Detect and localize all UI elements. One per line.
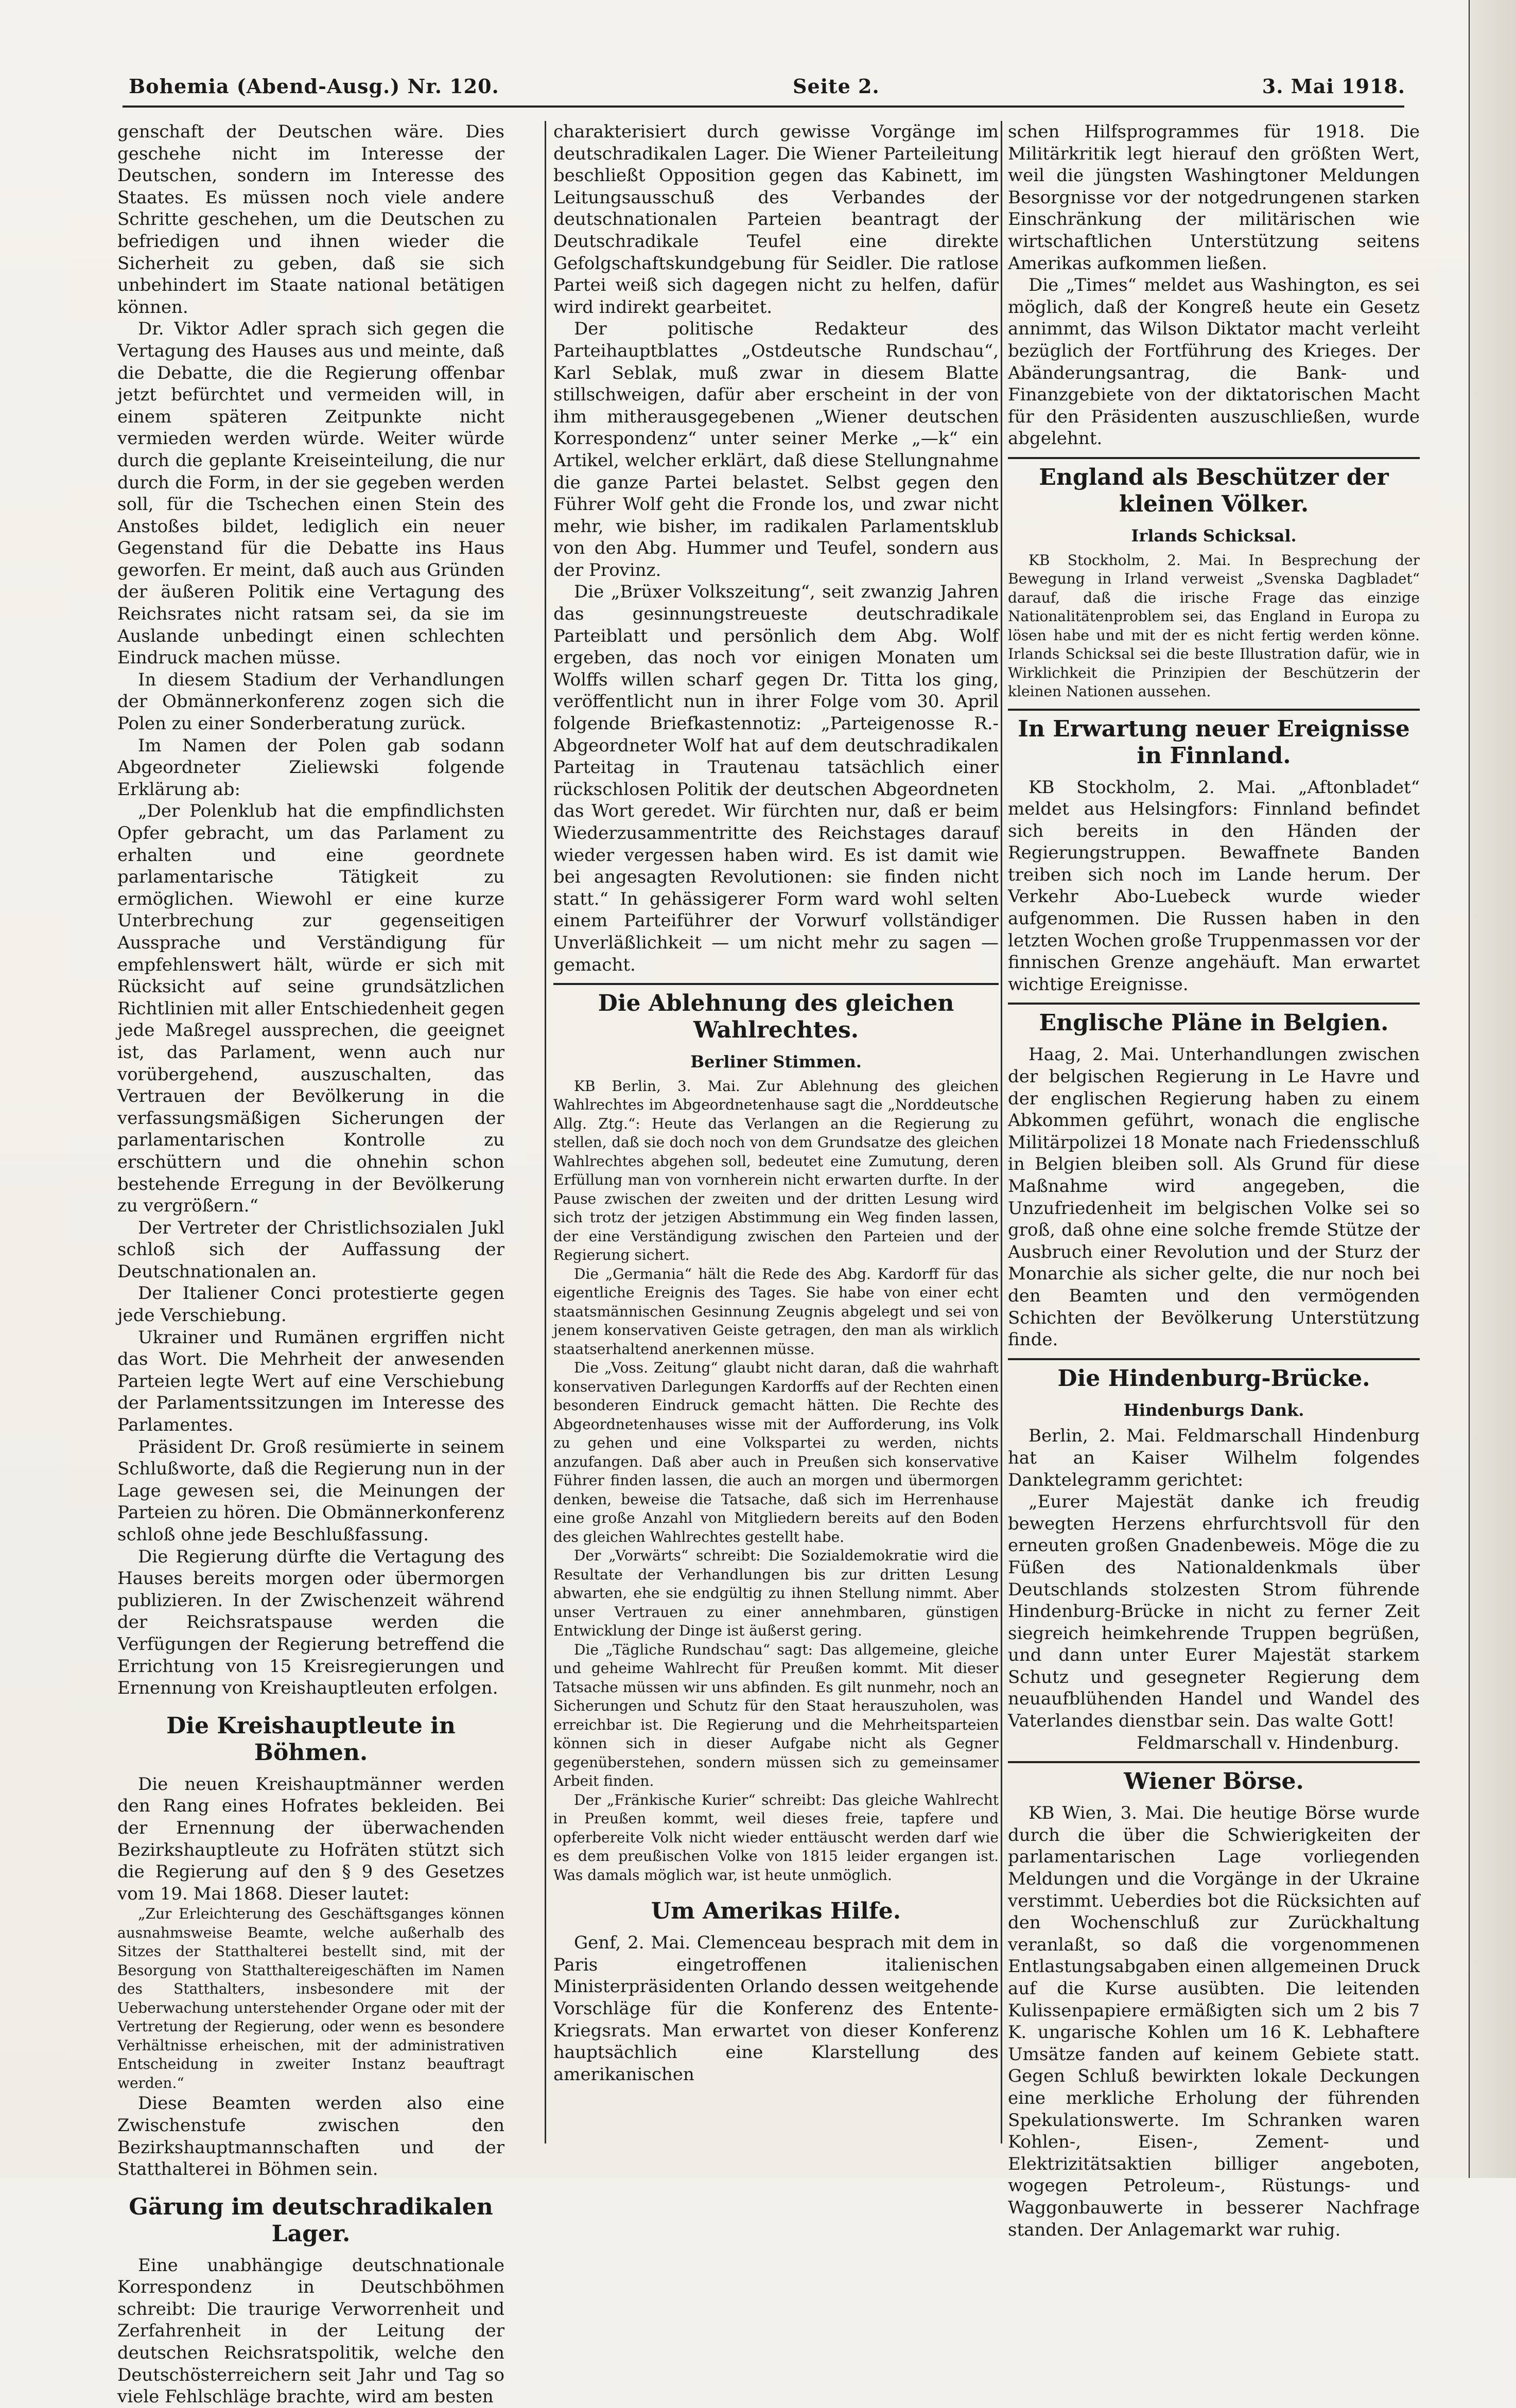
paragraph: Im Namen der Polen gab sodann Abgeordneter Zieliewski folgende Erklärung ab: (117, 735, 504, 800)
paragraph: KB Stockholm, 2. Mai. „Aftonbladet“ meldet aus Helsingfors: Finnland befindet sich bereits in den Händen der Regierungstruppen. Bewaffnete Banden treiben sich noch im Lande herum. Der Verkehr Abo-Luebeck wurde wieder aufgenommen. Die Russen haben in den letzten Wochen große Truppenmassen vor der finnischen Grenze angehäuft. Man erwartet wichtige Ereignisse. (1008, 777, 1420, 995)
quoted-law: „Zur Erleichterung des Geschäftsganges können ausnahmsweise Beamte, welche außerhalb des Sitzes der Statthalterei bestellt sind, mit der Besorgung von Statthaltereigeschäften im Namen des Statthalters, insbesondere mit der Ueberwachung unterstehender Organe oder mit der Vertretung der Regierung, oder wenn es besondere Verhältnisse erheischen, mit der administrativen Entscheidung in zweiter Instanz beauftragt werden.“ (117, 1905, 504, 2091)
paragraph: KB Stockholm, 2. Mai. In Besprechung der Bewegung in Irland verweist „Svenska Dagbladet“ darauf, daß die irische Frage das einzige Nationalitätenproblem sei, das England in Europa zu lösen habe und mit der es nicht fertig werden könne. Irlands Schicksal sei die beste Illustration dafür, wie in Wirklichkeit die Prinzipien der Beschützerin der kleinen Nationen aussehen. (1008, 551, 1420, 700)
signature-line: Feldmarschall v. Hindenburg. (1137, 1732, 1399, 1753)
paragraph: Berlin, 2. Mai. Feldmarschall Hindenburg hat an Kaiser Wilhelm folgendes Danktelegramm gerichtet: (1008, 1426, 1420, 1490)
column-3 (1008, 121, 1420, 2240)
paragraph: genschaft der Deutschen wäre. Dies geschehe nicht im Interesse der Deutschen, sondern im Interesse des Staates. Es müssen noch viele andere Schritte geschehen, um die Deutschen zu befriedigen und ihnen wieder die Sicherheit zu geben, daß sie sich unbehindert im Staate national betätigen können. (117, 121, 504, 318)
article-subheadline: Irlands Schicksal. (1131, 525, 1297, 546)
paragraph: Der Italiener Conci protestierte gegen jede Verschiebung. (117, 1283, 504, 1326)
paragraph: Eine unabhängige deutschnationale Korrespondenz in Deutschböhmen schreibt: Die traurige Verworrenheit und Zerfahrenheit in der Leitung der deutschen Reichsratspolitik, welche den Deutschösterreichern seit Jahr und Tag so viele Fehlschläge brachte, wird am besten (117, 2255, 504, 2407)
article-rule (1008, 1003, 1420, 1005)
paragraph: Genf, 2. Mai. Clemenceau besprach mit dem in Paris eingetroffenen italienischen Ministerpräsidenten Orlando dessen weitgehende Vorschläge für die Konferenz des Entente-Kriegsrats. Man erwartet von dieser Konferenz hauptsächlich eine Klarstellung des amerikanischen (553, 1932, 999, 2085)
paragraph: Dr. Viktor Adler sprach sich gegen die Vertagung des Hauses aus und meinte, daß die Debatte, die die Regierung offenbar jetzt befürchtet und vermeiden will, in einem späteren Zeitpunkte nicht vermieden werden würde. Weiter würde durch die geplante Kreiseinteilung, die nur durch die Form, in der sie gegeben werden soll, für die Tschechen einen Stein des Anstoßes bildet, lediglich ein neuer Gegenstand für die Debatte ins Haus geworfen. Er meint, daß auch aus Gründen der äußeren Politik eine Vertagung des Reichsrates nicht ratsam sei, da sie im Auslande unbedingt einen schlechten Eindruck machen müsse. (117, 319, 504, 669)
column-divider (545, 121, 546, 2143)
article-headline: Die Ablehnung des gleichen Wahlrechtes. (598, 990, 954, 1044)
paragraph: Die Regierung dürfte die Vertagung des Hauses bereits morgen oder übermorgen publizieren. In der Zwischenzeit während der Reichsratspause werden die Verfügungen der Regierung betreffend die Errichtung von 15 Kreisregierungen und Ernennung von Kreishauptleuten erfolgen. (117, 1546, 504, 1699)
paragraph: Der politische Redakteur des Parteihauptblattes „Ostdeutsche Rundschau“, Karl Seblak, muß zwar in diesem Blatte stillschweigen, dafür aber erscheint in der von ihm mitherausgegebenen „Wiener deutschen Korrespondenz“ unter seiner Merke „—k“ ein Artikel, welcher erklärt, daß diese Stellungnahme die ganze Partei belastet. Selbst gegen den Führer Wolf geht die Fronde los, und zwar nicht mehr, wie bisher, im radikalen Parlamentsklub von den Abg. Hummer und Teufel, sondern aus der Provinz. (553, 319, 999, 581)
article-headline: Um Amerikas Hilfe. (651, 1898, 901, 1925)
paragraph: „Eurer Majestät danke ich freudig bewegten Herzens ehrfurchtsvoll für den erneuten großen Gnadenbeweis. Möge die zu Füßen des Nationaldenkmals über Deutschlands stolzesten Strom führende Hindenburg-Brücke in nicht zu ferner Zeit siegreich heimkehrende Truppen begrüßen, und dann unter Eurer Majestät starkem Schutz und gesegneter Regierung dem neuaufblühenden Handel und Wandel des Vaterlandes dienstbar sein. Das walte Gott! (1008, 1491, 1420, 1732)
article-headline: England als Beschützer der kleinen Völker. (1039, 464, 1389, 517)
paragraph: Die „Tägliche Rundschau“ sagt: Das allgemeine, gleiche und geheime Wahlrecht für Preußen kommt. Mit dieser Tatsache müssen wir uns abfinden. Es gilt nunmehr, noch an Sicherungen und Schutz für den Staat herauszuholen, was erreichbar ist. Die Regierung und die Mehrheitsparteien können sich in dieser Aufgabe nicht als Gegner gegenüberstehen, sondern müssen sich zu gemeinsamer Arbeit finden. (553, 1641, 999, 1790)
paragraph: schen Hilfsprogrammes für 1918. Die Militärkritik legt hierauf den größten Wert, weil die jüngsten Washingtoner Meldungen Besorgnisse vor der notgedrungenen starken Einschränkung der militärischen wie wirtschaftlichen Unterstützung seitens Amerikas aufkommen ließen. (1008, 121, 1420, 274)
article-headline: In Erwartung neuer Ereignisse in Finnland. (1018, 715, 1410, 769)
article-headline: Die Hindenburg-Brücke. (1057, 1365, 1370, 1392)
article-headline: Gärung im deutschradikalen Lager. (129, 2193, 493, 2247)
page-edge (1469, 0, 1516, 2178)
paragraph: Diese Beamten werden also eine Zwischenstufe zwischen den Bezirkshauptmannschaften und der Statthalterei in Böhmen sein. (117, 2093, 504, 2180)
article-headline: Wiener Börse. (1124, 1768, 1304, 1795)
article-rule (553, 983, 999, 985)
article-headline: Englische Pläne in Belgien. (1039, 1010, 1389, 1036)
header-rule (123, 106, 1404, 108)
issue-date: 3. Mai 1918. (1262, 75, 1405, 98)
paragraph: Der „Fränkische Kurier“ schreibt: Das gleiche Wahlrecht in Preußen kommt, weil dieses freie, tapfere und opferbereite Volk nicht wieder enttäuscht werden darf wie es dem preußischen Volke von 1815 leider ergangen ist. Was damals möglich war, ist heute unmöglich. (553, 1791, 999, 1884)
article-subheadline: Berliner Stimmen. (690, 1052, 862, 1072)
paragraph: Haag, 2. Mai. Unterhandlungen zwischen der belgischen Regierung in Le Havre und der englischen Regierung haben zu einem Abkommen geführt, wonach die englische Militärpolizei 18 Monate nach Friedensschluß in Belgien bleiben soll. Als Grund für diese Maßnahme wird angegeben, die Unzufriedenheit im belgischen Volke sei so groß, daß ohne eine solche fremde Stütze der Ausbruch einer Revolution und der Sturz der Monarchie als sicher gelte, die nur noch bei den Beamten und den vermögenden Schichten der Bevölkerung Unterstützung finde. (1008, 1044, 1420, 1350)
paragraph: Ukrainer und Rumänen ergriffen nicht das Wort. Die Mehrheit der anwesenden Parteien legte Wert auf eine Verschiebung der Parlamentssitzungen im Interesse des Parlamentes. (117, 1327, 504, 1436)
paragraph: Die „Times“ meldet aus Washington, es sei möglich, daß der Kongreß heute ein Gesetz annimmt, das Wilson Diktator macht verleiht bezüglich der Fortführung des Krieges. Der Abänderungsantrag, die Bank- und Finanzgebiete von der diktatorischen Macht für den Präsidenten auszuschließen, wurde abgelehnt. (1008, 275, 1420, 449)
paragraph: „Der Polenklub hat die empfindlichsten Opfer gebracht, um das Parlament zu erhalten und eine geordnete parlamentarische Tätigkeit zu ermöglichen. Wiewohl er eine kurze Unterbrechung zur gegenseitigen Aussprache und Verständigung für empfehlenswert hält, würde er sich mit Rücksicht auf seine grundsätzlichen Richtlinien mit aller Entschiedenheit gegen jede Maßregel aussprechen, die geeignet ist, das Parlament, wenn auch nur vorübergehend, auszuschalten, das Vertrauen der Bevölkerung in die verfassungsmäßigen Sicherungen der parlamentarischen Kontrolle zu erschüttern und die ohnehin schon bestehende Erregung in der Bevölkerung zu vergrößern.“ (117, 801, 504, 1217)
article-rule (1008, 1358, 1420, 1360)
page-header (129, 75, 1405, 100)
paragraph: KB Wien, 3. Mai. Die heutige Börse wurde durch die über die Schwierigkeiten der parlamentarischen Lage vorliegenden Meldungen und die Vorgänge in der Ukraine verstimmt. Ueberdies bot die Rücksichten auf den Wochenschluß zur Zurückhaltung veranlaßt, so daß die vorgenommenen Entlastungsabgaben einen allgemeinen Druck auf die Kurse ausübten. Die leitenden Kulissenpapiere ermäßigten sich um 2 bis 7 K. ungarische Kohlen um 16 K. Lebhaftere Umsätze fanden auf keinem Gebiete statt. Gegen Schluß bewirkten lokale Deckungen eine merkliche Erholung der führenden Spekulationswerte. Im Schranken waren Kohlen-, Eisen-, Zement- und Elektrizitätsaktien billiger angeboten, wogegen Petroleum-, Rüstungs- und Waggonbauwerte in besserer Nachfrage standen. Der Anlagemarkt war ruhig. (1008, 1803, 1420, 2240)
paragraph: charakterisiert durch gewisse Vorgänge im deutschradikalen Lager. Die Wiener Parteileitung beschließt Opposition gegen das Kabinett, im Leitungsausschuß des Verbandes der deutschnationalen Parteien beantragt der Deutschradikale Teufel eine direkte Gefolgschaftskundgebung für Seidler. Die ratlose Partei weiß sich dagegen nicht zu helfen, dafür wird indirekt gearbeitet. (553, 121, 999, 318)
article-subheadline: Hindenburgs Dank. (1123, 1400, 1304, 1420)
paragraph: In diesem Stadium der Verhandlungen der Obmännerkonferenz zogen sich die Polen zu einer Sonderberatung zurück. (117, 669, 504, 734)
paragraph: Die „Germania“ hält die Rede des Abg. Kardorff für das eigentliche Ereignis des Tages. Sie habe von einer echt staatsmännischen Gesinnung Zeugnis abgelegt und sei von jenem konservativen Geiste getragen, den man als wirklich staatserhaltend anerkennen müsse. (553, 1265, 999, 1358)
paragraph: Die „Voss. Zeitung“ glaubt nicht daran, daß die wahrhaft konservativen Darlegungen Kardorffs auf der Rechten einen besonderen Eindruck gemacht hätten. Die Rechte des Abgeordnetenhauses wisse mit der Aufforderung, ins Volk zu gehen und eine Volkspartei zu werden, nichts anzufangen. Daß aber auch in Preußen sich konservative Führer finden lassen, die auch an morgen und übermorgen denken, beweise die Tatsache, daß sich im Herrenhause eine große Anzahl von Mitgliedern bereits auf den Boden des gleichen Wahlrechtes gestellt habe. (553, 1359, 999, 1545)
paragraph: Die „Brüxer Volkszeitung“, seit zwanzig Jahren das gesinnungstreueste deutschradikale Parteiblatt und persönlich dem Abg. Wolf ergeben, das noch vor einigen Monaten um Wolffs willen scharf gegen Dr. Titta los ging, veröffentlicht nun in ihrer Folge vom 30. April folgende Briefkastennotiz: „Parteigenosse R.-Abgeordneter Wolf hat auf dem deutschradikalen Parteitag in Trautenau tatsächlich einer rückschlosen Politik der deutschen Abgeordneten das Wort geredet. Wir fürchten nur, daß er beim Wiederzusammentritte des Reichstages darauf wieder vergessen haben wird. Es ist damit wie bei angesagten Revolutionen: sie finden nicht statt.“ In gehässigerer Form ward wohl selten einem Parteiführer der Vorwurf vollständiger Unverläßlichkeit — um nicht mehr zu sagen — gemacht. (553, 582, 999, 975)
paragraph: Der Vertreter der Christlichsozialen Jukl schloß sich der Auffassung der Deutschnationalen an. (117, 1217, 504, 1282)
paragraph: KB Berlin, 3. Mai. Zur Ablehnung des gleichen Wahlrechtes im Abgeordnetenhause sagt die „Norddeutsche Allg. Ztg.“: Heute das Verlangen an die Regierung zu stellen, daß sie doch noch von dem Grundsatze des gleichen Wahlrechtes abgehen soll, bedeutet eine Zumutung, deren Erfüllung man von vornherein nicht erwarten durfte. In der Pause zwischen der zweiten und der dritten Lesung wird sich trotz der jetzigen Abstimmung ein Weg finden lassen, der eine Verständigung zwischen den Parteien und der Regierung sichert. (553, 1077, 999, 1264)
masthead: Bohemia (Abend-Ausg.) Nr. 120. (129, 75, 499, 98)
article-rule (1008, 709, 1420, 711)
paragraph: Der „Vorwärts“ schreibt: Die Sozialdemokratie wird die Resultate der Verhandlungen bis zur dritten Lesung abwarten, ehe sie endgültig zu ihnen Stellung nimmt. Aber unser Vertrauen zu einer annehmbaren, günstigen Entwicklung der Dinge ist äußerst gering. (553, 1547, 999, 1640)
column-1 (117, 121, 504, 2407)
article-rule (1008, 457, 1420, 459)
paragraph: Präsident Dr. Groß resümierte in seinem Schlußworte, daß die Regierung nun in der Lage gewesen sei, die Meinungen der Parteien zu hören. Die Obmännerkonferenz schloß ohne jede Beschlußfassung. (117, 1436, 504, 1545)
page-number: Seite 2. (793, 75, 880, 98)
article-rule (1008, 1761, 1420, 1763)
paragraph: Die neuen Kreishauptmänner werden den Rang eines Hofrates bekleiden. Bei der Ernennung der überwachenden Bezirkshauptleute zu Hofräten stützt sich die Regierung auf den § 9 des Gesetzes vom 19. Mai 1868. Dieser lautet: (117, 1773, 504, 1904)
column-divider (1001, 121, 1002, 2143)
column-2 (553, 121, 999, 2154)
article-headline: Die Kreishauptleute in Böhmen. (166, 1712, 456, 1766)
